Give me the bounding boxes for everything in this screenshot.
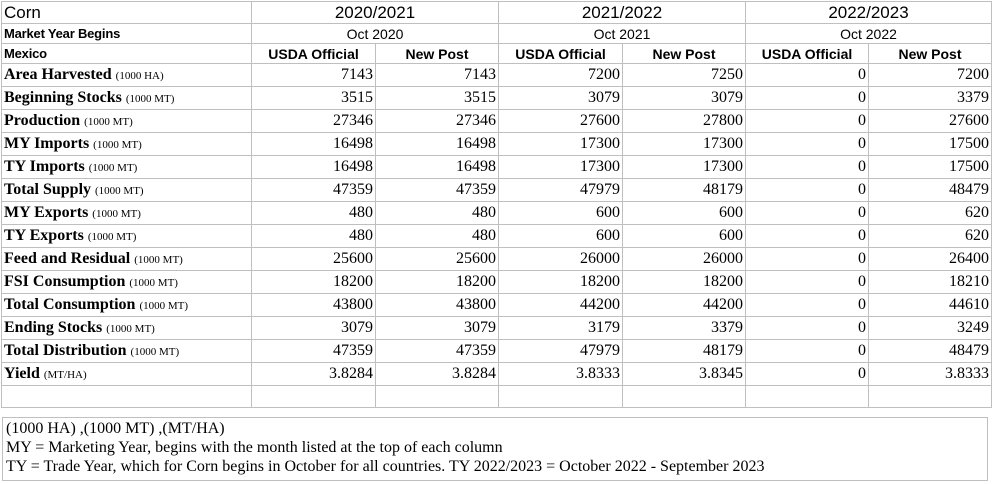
notes — [2, 417, 988, 481]
attribute-name: Ending Stocks — [4, 319, 103, 336]
value-cell: 0 — [746, 340, 869, 363]
table-row — [2, 64, 992, 87]
value-cell: 27600 — [499, 110, 623, 133]
value-cell: 27346 — [376, 110, 499, 133]
attribute-name: Total Supply — [4, 181, 92, 198]
value-cell: 16498 — [376, 156, 499, 179]
value-cell: 25600 — [376, 248, 499, 271]
value-cell: 620 — [869, 202, 992, 225]
value-cell: 16498 — [376, 133, 499, 156]
attribute-unit: (1000 MT) — [92, 208, 141, 220]
value-cell: 47359 — [252, 340, 376, 363]
attribute-name: Production — [4, 112, 81, 129]
value-cell: 48179 — [623, 340, 746, 363]
table-row — [2, 225, 992, 248]
value-cell: 18200 — [499, 271, 623, 294]
value-cell: 620 — [869, 225, 992, 248]
value-cell: 48479 — [869, 179, 992, 202]
value-cell: 26400 — [869, 248, 992, 271]
value-cell: 600 — [499, 202, 623, 225]
row-label — [2, 179, 252, 202]
value-cell: 0 — [746, 110, 869, 133]
table-row — [2, 87, 992, 110]
value-cell: 7250 — [623, 64, 746, 87]
value-cell: 3079 — [499, 87, 623, 110]
table-row — [2, 133, 992, 156]
value-cell: 0 — [746, 248, 869, 271]
value-cell: 47359 — [376, 179, 499, 202]
value-cell: 7200 — [869, 64, 992, 87]
value-cell: 25600 — [252, 248, 376, 271]
attribute-unit: (MT/HA) — [43, 369, 87, 381]
row-label — [2, 156, 252, 179]
year-header-2020: 2020/2021 — [252, 2, 499, 24]
value-cell: 3079 — [252, 317, 376, 340]
value-cell: 48479 — [869, 340, 992, 363]
row-label — [2, 225, 252, 248]
value-cell: 7143 — [376, 64, 499, 87]
value-cell: 3379 — [623, 317, 746, 340]
value-cell: 0 — [746, 202, 869, 225]
value-cell: 18200 — [252, 271, 376, 294]
attribute-unit: (1000 MT) — [87, 231, 137, 243]
value-cell: 0 — [746, 317, 869, 340]
value-cell: 7143 — [252, 64, 376, 87]
table-row — [2, 156, 992, 179]
value-cell: 44200 — [499, 294, 623, 317]
value-cell: 43800 — [376, 294, 499, 317]
table-body — [2, 64, 992, 386]
note-ty: TY = Trade Year, which for Corn begins in October for all countries. TY 2022/2023 = October 2022 - September 2023 — [6, 458, 765, 475]
year-begins-2020: Oct 2020 — [252, 24, 499, 44]
value-cell: 0 — [746, 271, 869, 294]
note-units: (1000 HA) ,(1000 MT) ,(MT/HA) — [6, 420, 225, 437]
value-cell: 48179 — [623, 179, 746, 202]
attribute-unit: (1000 MT) — [106, 323, 155, 335]
value-cell: 17300 — [623, 133, 746, 156]
col-new-post: New Post — [869, 44, 992, 64]
value-cell: 44200 — [623, 294, 746, 317]
table-row — [2, 340, 992, 363]
value-cell: 0 — [746, 64, 869, 87]
attribute-name: MY Imports — [4, 135, 90, 152]
value-cell: 7200 — [499, 64, 623, 87]
attribute-unit: (1000 MT) — [95, 185, 144, 197]
blank-row — [2, 386, 992, 408]
table-row — [2, 202, 992, 225]
attribute-unit: (1000 MT) — [139, 300, 189, 312]
value-cell: 16498 — [252, 133, 376, 156]
table-row — [2, 294, 992, 317]
col-usda-official: USDA Official — [499, 44, 623, 64]
value-cell: 3249 — [869, 317, 992, 340]
value-cell: 16498 — [252, 156, 376, 179]
attribute-name: Beginning Stocks — [4, 89, 122, 106]
attribute-name: MY Exports — [4, 204, 89, 221]
value-cell: 17500 — [869, 133, 992, 156]
value-cell: 0 — [746, 179, 869, 202]
value-cell: 600 — [499, 225, 623, 248]
table-row — [2, 248, 992, 271]
value-cell: 3379 — [869, 87, 992, 110]
col-usda-official: USDA Official — [252, 44, 376, 64]
value-cell: 26000 — [623, 248, 746, 271]
value-cell: 17500 — [869, 156, 992, 179]
row-label — [2, 271, 252, 294]
note-my: MY = Marketing Year, begins with the month listed at the top of each column — [6, 439, 503, 456]
value-cell: 480 — [252, 225, 376, 248]
year-header-2022: 2022/2023 — [746, 2, 992, 24]
row-label — [2, 202, 252, 225]
value-cell: 3.8333 — [499, 363, 623, 386]
value-cell: 17300 — [623, 156, 746, 179]
table-row — [2, 271, 992, 294]
value-cell: 3079 — [376, 317, 499, 340]
table-row — [2, 179, 992, 202]
row-label — [2, 87, 252, 110]
value-cell: 0 — [746, 225, 869, 248]
attribute-unit: (1000 MT) — [129, 277, 178, 289]
value-cell: 600 — [623, 202, 746, 225]
value-cell: 47359 — [252, 179, 376, 202]
attribute-unit: (1000 MT) — [130, 346, 180, 358]
table-row — [2, 317, 992, 340]
psd-table — [1, 1, 992, 408]
table-row — [2, 110, 992, 133]
value-cell: 26000 — [499, 248, 623, 271]
value-cell: 3.8284 — [252, 363, 376, 386]
attribute-unit: (1000 HA) — [115, 70, 164, 82]
value-cell: 0 — [746, 87, 869, 110]
value-cell: 3.8345 — [623, 363, 746, 386]
value-cell: 600 — [623, 225, 746, 248]
value-cell: 3179 — [499, 317, 623, 340]
value-cell: 18200 — [376, 271, 499, 294]
value-cell: 3.8333 — [869, 363, 992, 386]
attribute-name: Yield — [4, 365, 40, 382]
attribute-unit: (1000 MT) — [88, 162, 138, 174]
value-cell: 27600 — [869, 110, 992, 133]
attribute-name: Total Consumption — [4, 296, 136, 313]
value-cell: 47359 — [376, 340, 499, 363]
row-label — [2, 64, 252, 87]
value-cell: 17300 — [499, 156, 623, 179]
value-cell: 0 — [746, 363, 869, 386]
row-label — [2, 317, 252, 340]
year-begins-2021: Oct 2021 — [499, 24, 746, 44]
row-label — [2, 248, 252, 271]
value-cell: 47979 — [499, 179, 623, 202]
attribute-unit: (1000 MT) — [134, 254, 183, 266]
value-cell: 27346 — [252, 110, 376, 133]
attribute-name: Total Distribution — [4, 342, 127, 359]
value-cell: 3.8284 — [376, 363, 499, 386]
row-label — [2, 340, 252, 363]
value-cell: 3515 — [376, 87, 499, 110]
attribute-name: Feed and Residual — [4, 250, 131, 267]
attribute-unit: (1000 MT) — [93, 139, 142, 151]
attribute-name: Area Harvested — [4, 66, 112, 83]
row-label — [2, 133, 252, 156]
value-cell: 18200 — [623, 271, 746, 294]
value-cell: 3515 — [252, 87, 376, 110]
row-label — [2, 110, 252, 133]
attribute-unit: (1000 MT) — [125, 93, 175, 105]
col-usda-official: USDA Official — [746, 44, 869, 64]
col-new-post: New Post — [376, 44, 499, 64]
value-cell: 27800 — [623, 110, 746, 133]
value-cell: 0 — [746, 294, 869, 317]
value-cell: 480 — [376, 225, 499, 248]
row-label — [2, 294, 252, 317]
value-cell: 480 — [376, 202, 499, 225]
col-new-post: New Post — [623, 44, 746, 64]
attribute-name: TY Exports — [4, 227, 84, 244]
row-label — [2, 363, 252, 386]
attribute-name: FSI Consumption — [4, 273, 126, 290]
value-cell: 0 — [746, 156, 869, 179]
year-header-2021: 2021/2022 — [499, 2, 746, 24]
value-cell: 480 — [252, 202, 376, 225]
attribute-unit: (1000 MT) — [84, 116, 133, 128]
year-begins-2022: Oct 2022 — [746, 24, 992, 44]
country-label: Mexico — [2, 44, 252, 64]
attribute-name: TY Imports — [4, 158, 85, 175]
value-cell: 43800 — [252, 294, 376, 317]
value-cell: 44610 — [869, 294, 992, 317]
market-year-label: Market Year Begins — [2, 24, 252, 44]
commodity-label: Corn — [2, 2, 252, 24]
table-row — [2, 363, 992, 386]
value-cell: 47979 — [499, 340, 623, 363]
value-cell: 3079 — [623, 87, 746, 110]
value-cell: 18210 — [869, 271, 992, 294]
value-cell: 0 — [746, 133, 869, 156]
value-cell: 17300 — [499, 133, 623, 156]
